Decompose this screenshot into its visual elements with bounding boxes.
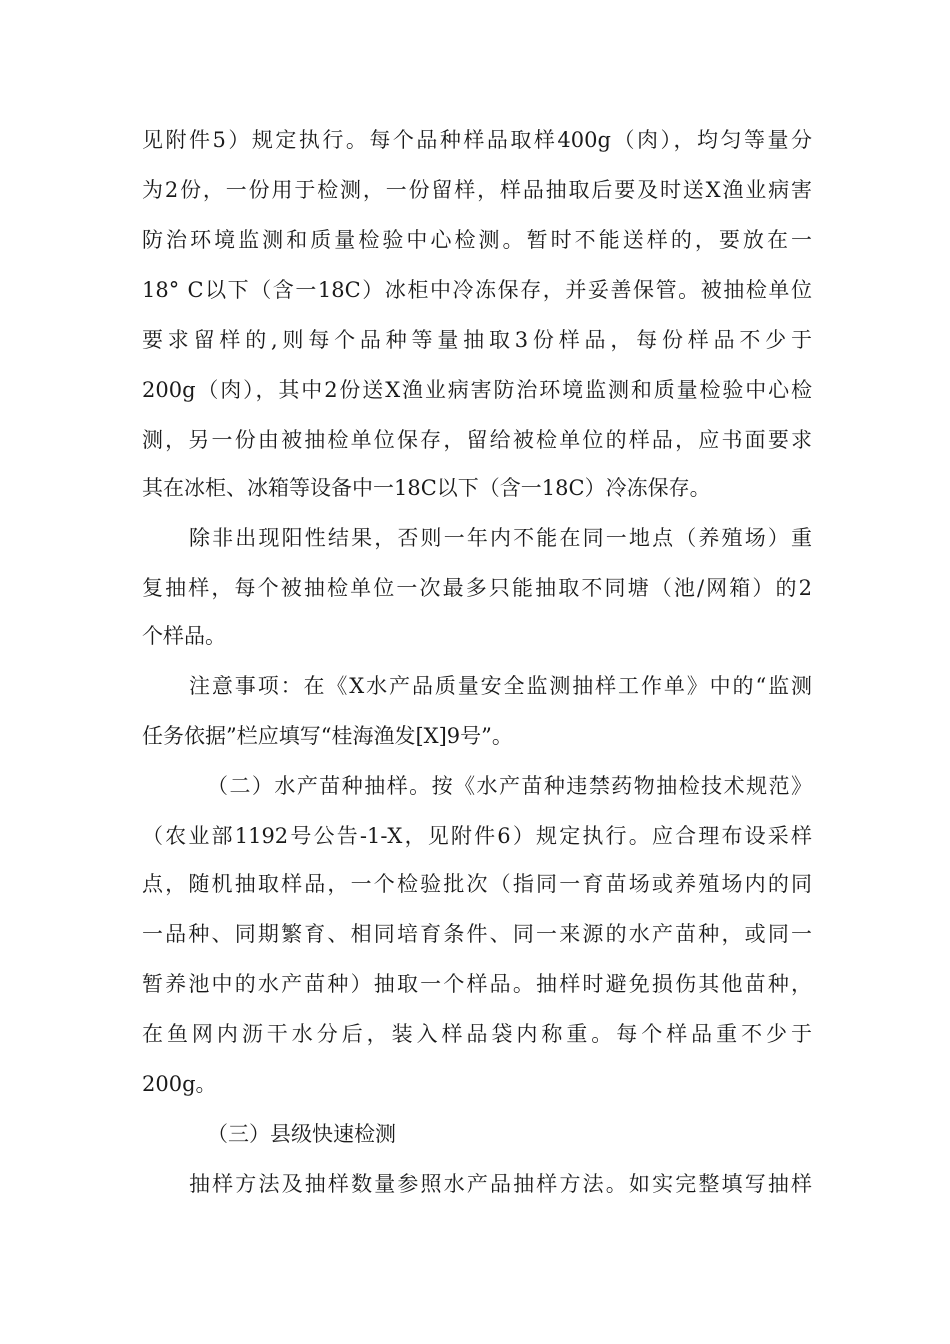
text-line: 防治环境监测和质量检验中心检测。暂时不能送样的，要放在一 bbox=[142, 228, 812, 252]
text-line: 个样品。 bbox=[142, 624, 226, 648]
text-line: 在鱼网内沥干水分后，装入样品袋内称重。每个样品重不少于 bbox=[142, 1022, 812, 1046]
paragraph-start-line: 抽样方法及抽样数量参照水产品抽样方法。如实完整填写抽样 bbox=[189, 1172, 812, 1196]
text-line: （农业部1192号公告-1-X，见附件6）规定执行。应合理布设采样 bbox=[142, 824, 812, 848]
text-line: 要求留样的,则每个品种等量抽取3份样品，每份样品不少于 bbox=[142, 328, 812, 352]
text-line: 200g。 bbox=[142, 1072, 217, 1096]
text-line: 点，随机抽取样品，一个检验批次（指同一育苗场或养殖场内的同 bbox=[142, 872, 812, 896]
text-line: 暂养池中的水产苗种）抽取一个样品。抽样时避免损伤其他苗种， bbox=[142, 972, 812, 996]
text-line: 复抽样，每个被抽检单位一次最多只能抽取不同塘（池/网箱）的2 bbox=[142, 576, 812, 600]
section-heading-line: （二）水产苗种抽样。按《水产苗种违禁药物抽检技术规范》 bbox=[207, 774, 812, 798]
text-line: 一品种、同期繁育、相同培育条件、同一来源的水产苗种，或同一 bbox=[142, 922, 812, 946]
paragraph-start-line: 除非出现阳性结果，否则一年内不能在同一地点（养殖场）重 bbox=[189, 526, 812, 550]
text-line: 见附件5）规定执行。每个品种样品取样400g（肉），均匀等量分 bbox=[142, 128, 812, 152]
text-line: 测，另一份由被抽检单位保存，留给被检单位的样品，应书面要求 bbox=[142, 428, 812, 452]
text-line: 200g（肉），其中2份送X渔业病害防治环境监测和质量检验中心检 bbox=[142, 378, 812, 402]
text-line: 为2份，一份用于检测，一份留样，样品抽取后要及时送X渔业病害 bbox=[142, 178, 812, 202]
section-heading: （三）县级快速检测 bbox=[207, 1122, 396, 1146]
text-line: 其在冰柜、冰箱等设备中一18C以下（含一18C）冷冻保存。 bbox=[142, 476, 711, 500]
text-line: 18° C以下（含一18C）冰柜中冷冻保存，并妥善保管。被抽检单位 bbox=[142, 278, 812, 302]
text-line: 任务依据”栏应填写“桂海渔发[X]9号”。 bbox=[142, 724, 513, 748]
notice-line: 注意事项：在《X水产品质量安全监测抽样工作单》中的“监测 bbox=[189, 674, 812, 698]
